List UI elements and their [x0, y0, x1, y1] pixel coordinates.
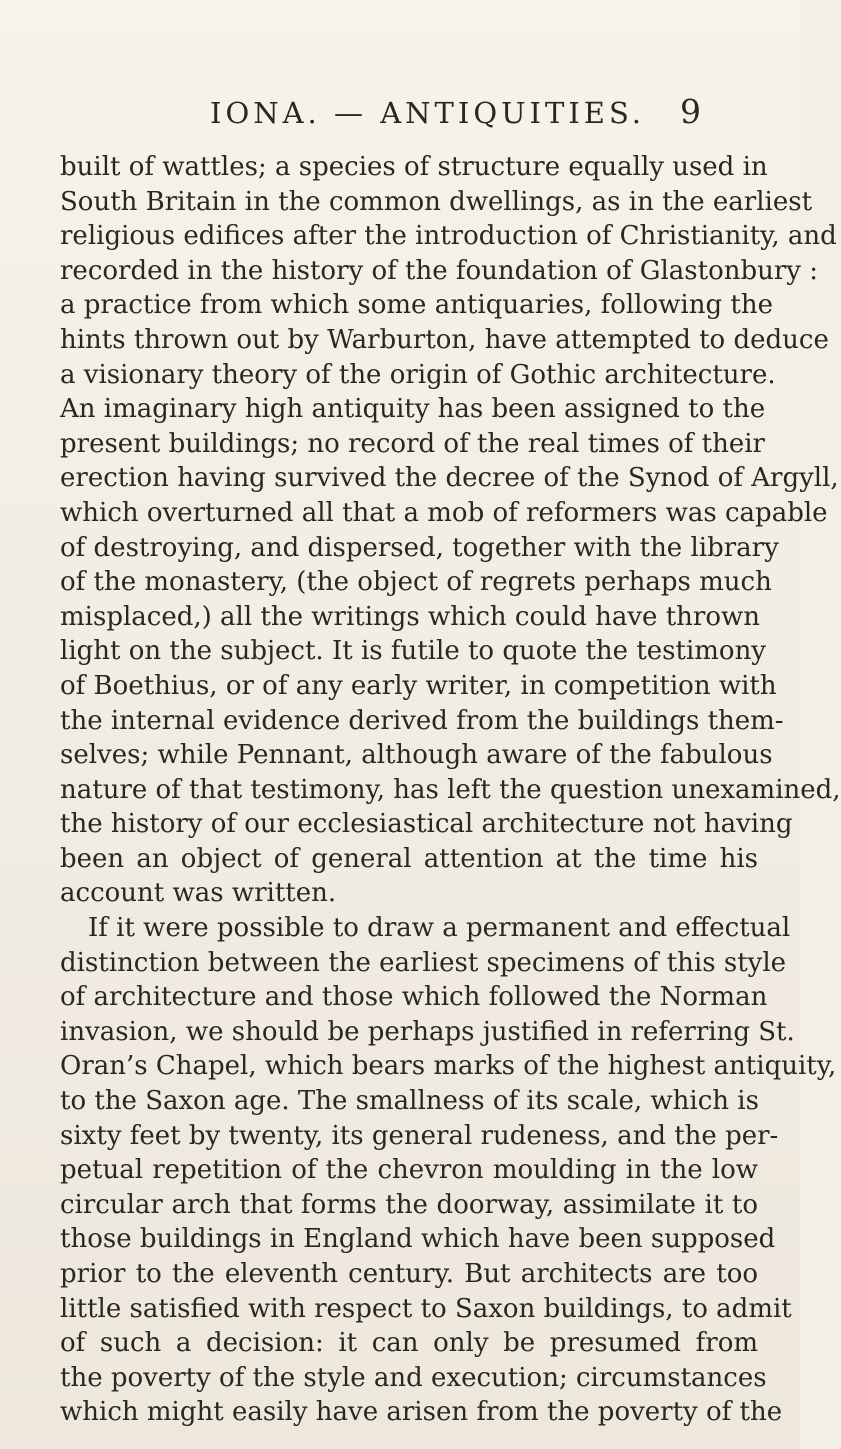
- text-line: misplaced,) all the writings which could have thrown: [60, 601, 760, 632]
- text-line: little satisfied with respect to Saxon buildings, to admit: [60, 1293, 792, 1324]
- body-text: [60, 150, 841, 1430]
- text-line: selves; while Pennant, although aware of the fabulous: [60, 740, 773, 771]
- text-line: the internal evidence derived from the buildings them-: [60, 705, 784, 736]
- text-line: of Boethius, or of any early writer, in competition with: [60, 670, 777, 701]
- text-line: been an object of general attention at the time his: [60, 843, 758, 874]
- text-line: the poverty of the style and execution; circumstances: [60, 1362, 767, 1393]
- text-line: religious edifices after the introduction of Christianity, and: [60, 221, 837, 252]
- text-line: light on the subject. It is futile to quote the testimony: [60, 636, 766, 667]
- text-line: which might easily have arisen from the poverty of the: [60, 1397, 783, 1428]
- text-line: nature of that testimony, has left the question unexamined,: [60, 774, 841, 805]
- text-line: a visionary theory of the origin of Gothic architecture.: [60, 359, 776, 390]
- text-line: erection having survived the decree of the Synod of Argyll,: [60, 463, 839, 494]
- text-line: invasion, we should be perhaps justified in referring St.: [60, 1016, 795, 1047]
- text-line: a practice from which some antiquaries, following the: [60, 290, 773, 321]
- text-line: Oran’s Chapel, which bears marks of the highest antiquity,: [60, 1051, 837, 1082]
- text-line: South Britain in the common dwellings, as in the earliest: [60, 186, 813, 217]
- text-line: petual repetition of the chevron moulding in the low: [60, 1155, 758, 1186]
- running-title: IONA. — ANTIQUITIES.: [210, 96, 646, 130]
- text-line: present buildings; no record of the real times of their: [60, 428, 765, 459]
- text-line: which overturned all that a mob of reformers was capable: [60, 497, 828, 528]
- text-line: circular arch that forms the doorway, assimilate it to: [60, 1189, 758, 1220]
- text-line: those buildings in England which have been supposed: [60, 1224, 776, 1255]
- text-line: of destroying, and dispersed, together with the library: [60, 532, 779, 563]
- text-line: built of wattles; a species of structure equally used in: [60, 152, 768, 182]
- text-line: prior to the eleventh century. But architects are too: [60, 1259, 758, 1289]
- running-head: [0, 92, 800, 140]
- text-line: recorded in the history of the foundation of Glastonbury :: [60, 255, 819, 286]
- text-line: to the Saxon age. The smallness of its scale, which is: [60, 1086, 759, 1117]
- text-line: distinction between the earliest specimens of this style: [60, 947, 787, 978]
- text-line: the history of our ecclesiastical architecture not having: [60, 809, 793, 840]
- page-number: 9: [680, 92, 701, 131]
- paragraph-start-line: If it were possible to draw a permanent and effectual: [88, 913, 791, 944]
- text-line: of the monastery, (the object of regrets perhaps much: [60, 567, 772, 598]
- text-line: An imaginary high antiquity has been assigned to the: [60, 394, 766, 425]
- text-line: sixty feet by twenty, its general rudeness, and the per-: [60, 1120, 779, 1151]
- text-line: of such a decision: it can only be presumed from: [60, 1328, 758, 1359]
- paragraph-end-line: account was written.: [60, 878, 337, 909]
- text-line: of architecture and those which followed the Norman: [60, 982, 768, 1013]
- text-line: hints thrown out by Warburton, have attempted to deduce: [60, 324, 829, 355]
